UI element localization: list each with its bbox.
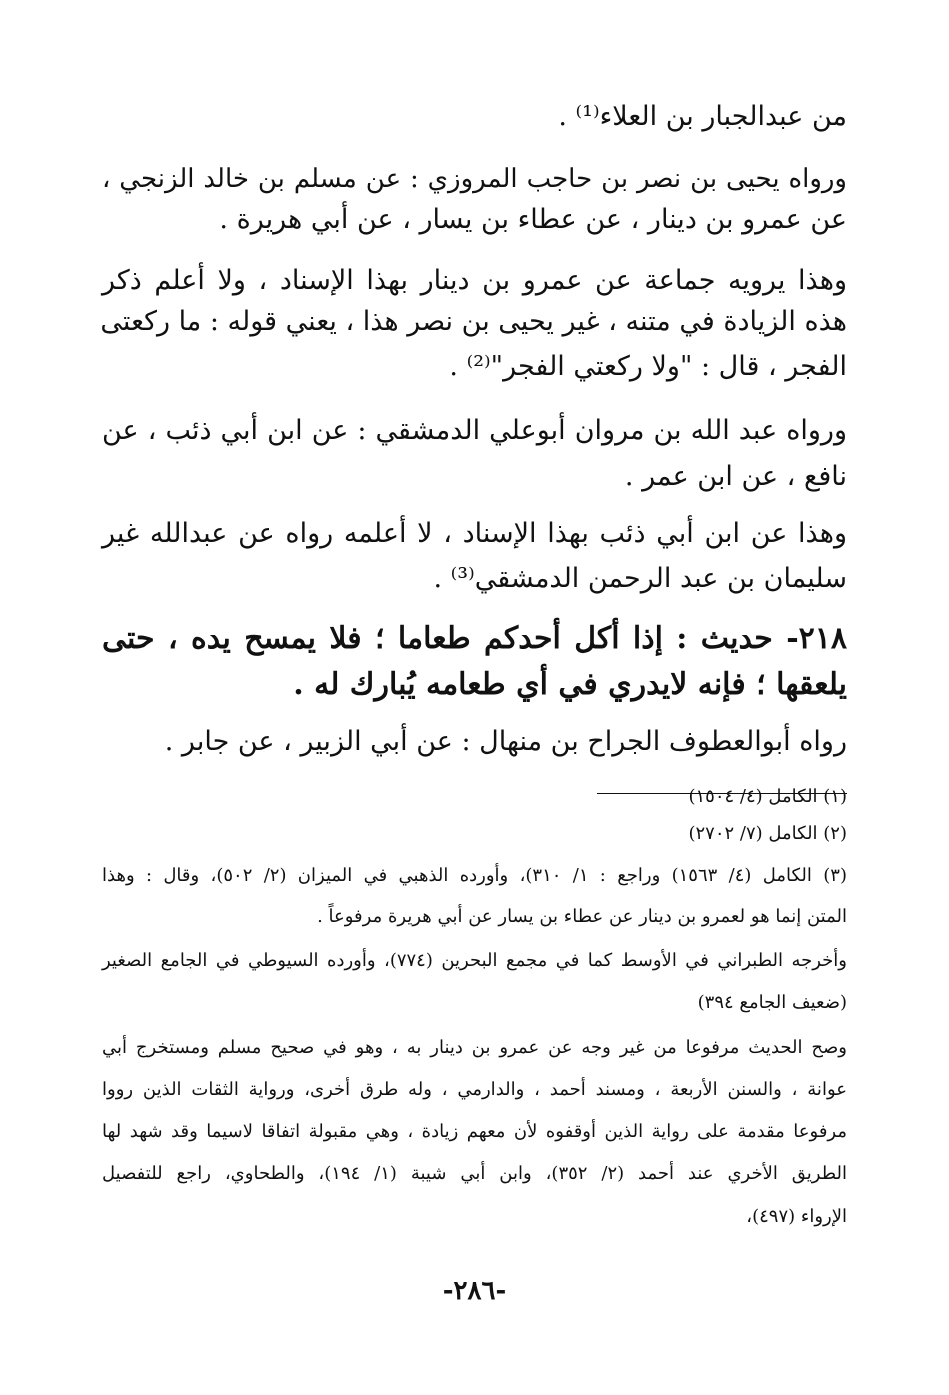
body-line-7: ورواه عبد الله بن مروان أبوعلي الدمشقي : عن ابن أبي ذئب ، عن bbox=[102, 415, 847, 446]
footnote-3-line-9: الإرواء (٤٩٧)، bbox=[746, 1206, 847, 1227]
body-line-5: هذه الزيادة في متنه ، غير يحيى بن نصر هذا ، يعني قوله : ما ركعتى bbox=[100, 306, 847, 337]
body-line-10: سليمان بن عبد الرحمن الدمشقي⁽³⁾ . bbox=[433, 563, 847, 594]
footnote-3-line-4: (ضعيف الجامع ٣٩٤) bbox=[697, 992, 847, 1013]
footnote-3-line-7: مرفوعا مقدمة على رواية الذين أوقفوه لأن معهم زيادة ، وهي مقبولة اتفاقا لاسيما وقد شهد لها bbox=[102, 1121, 847, 1142]
footnote-3-line-2: المتن إنما هو لعمرو بن دينار عن عطاء بن يسار عن أبي هريرة مرفوعاً . bbox=[317, 906, 847, 927]
body-line-8: نافع ، عن ابن عمر . bbox=[624, 461, 847, 492]
footnote-3-line-3: وأخرجه الطبراني في الأوسط كما في مجمع البحرين (٧٧٤)، وأورده السيوطي في الجامع الصغير bbox=[102, 950, 847, 971]
body-line-1: من عبدالجبار بن العلاء⁽¹⁾ . bbox=[558, 101, 847, 132]
body-line-11: رواه أبوالعطوف الجراح بن منهال : عن أبي الزبير ، عن جابر . bbox=[164, 726, 847, 757]
footnote-2: (٢) الكامل (٧/ ٢٧٠٢) bbox=[688, 823, 847, 844]
footnote-3-line-6: عوانة ، والسنن الأربعة ، ومسند أحمد ، والدارمي ، وله طرق أخرى، ورواية الثقات الذين رووا bbox=[102, 1079, 847, 1100]
body-line-6: الفجر ، قال : "ولا ركعتي الفجر"⁽²⁾ . bbox=[449, 351, 847, 382]
body-line-2: ورواه يحيى بن نصر بن حاجب المروزي : عن مسلم بن خالد الزنجي ، bbox=[102, 164, 847, 194]
footnote-1: (١) الكامل (٤/ ١٥٠٤) bbox=[688, 786, 847, 807]
body-line-4: وهذا يرويه جماعة عن عمرو بن دينار بهذا الإسناد ، ولا أعلم ذكر bbox=[102, 265, 847, 296]
page-number: -٢٨٦- bbox=[442, 1276, 507, 1306]
footnote-3-line-8: الطريق الأخري عند أحمد (٢/ ٣٥٢)، وابن أبي شيبة (١/ ١٩٤)، والطحاوي، راجع للتفصيل bbox=[102, 1163, 847, 1184]
body-line-9: وهذا عن ابن أبي ذئب بهذا الإسناد ، لا أعلمه رواه عن عبدالله غير bbox=[102, 518, 847, 549]
footnote-3-line-1: (٣) الكامل (٤/ ١٥٦٣) وراجع : ١/ ٣١٠)، وأورده الذهبي في الميزان (٢/ ٥٠٢)، وقال : وهذا bbox=[102, 865, 847, 886]
body-line-3: عن عمرو بن دينار ، عن عطاء بن يسار ، عن أبي هريرة . bbox=[219, 204, 847, 235]
footnote-3-line-5: وصح الحديث مرفوعا من غير وجه عن عمرو بن دينار به ، وهو في صحيح مسلم ومستخرج أبي bbox=[102, 1037, 847, 1058]
hadith-heading-line-2: يلعقها ؛ فإنه لايدري في أي طعامه يُبارك له . bbox=[293, 667, 847, 702]
hadith-heading-line-1: ٢١٨- حديث : إذا أكل أحدكم طعاما ؛ فلا يمسح يده ، حتى bbox=[102, 621, 847, 656]
